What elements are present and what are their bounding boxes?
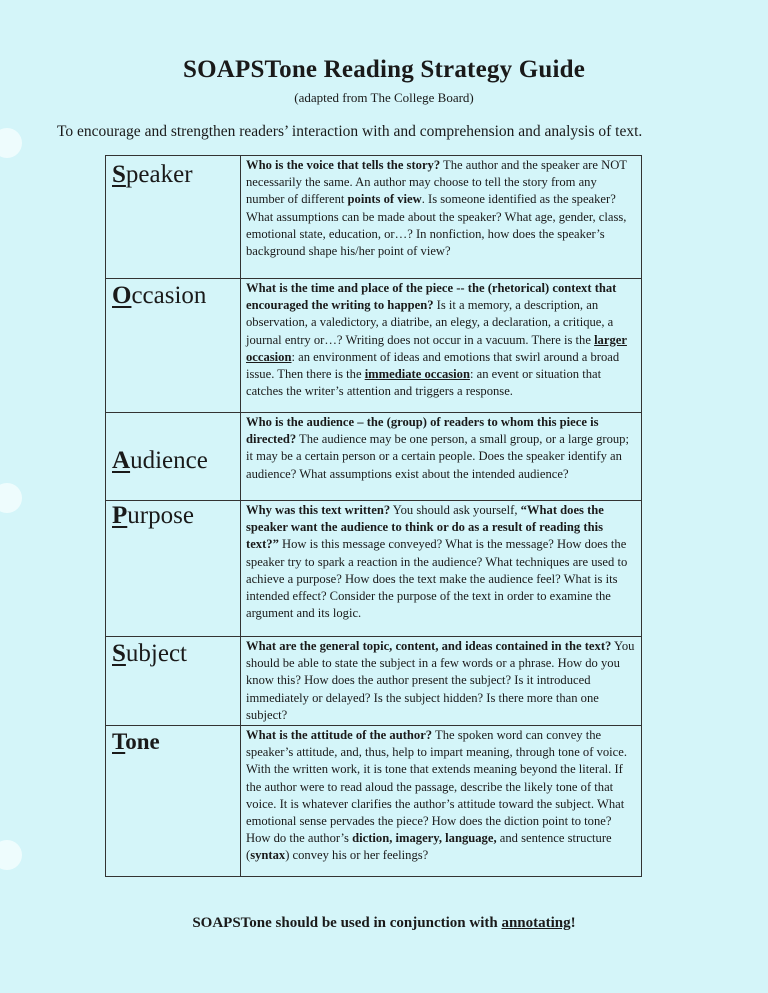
table-row <box>106 501 642 637</box>
term-cell <box>106 501 241 637</box>
footer-note: SOAPSTone should be used in conjunction with annotating! <box>192 915 576 931</box>
term-cell <box>106 413 241 501</box>
term-cell <box>106 279 241 413</box>
intro-text: To encourage and strengthen readers’ interaction with and comprehension and analysis of text. <box>57 123 643 140</box>
description-cell: What is the attitude of the author? The spoken word can convey the speaker’s attitude, and, thus, help to impart meaning, through tone of voice. With the written work, it is tone that extends meaning beyond the literal. If the author were to read aloud the passage, describe the likely tone of that voice. It is whatever clarifies the author’s attitude toward the subject. What emotional sense pervades the piece? How does the diction point to tone? How do the author’s diction, imagery, language, and sentence structure (syntax) convey his or her feelings? <box>241 726 642 877</box>
page-title: SOAPSTone Reading Strategy Guide <box>182 56 586 83</box>
page-subtitle: (adapted from The College Board) <box>294 90 474 105</box>
term-tone: Tone <box>112 729 160 755</box>
table-row <box>106 726 642 877</box>
table-row <box>106 413 642 501</box>
table-row <box>106 279 642 413</box>
description-cell: Who is the voice that tells the story? The author and the speaker are NOT necessarily the same. An author may choose to tell the story from any number of different points of view. Is someone identified as the speaker? What assumptions can be made about the speaker? What age, gender, class, emotional state, education, or…? In nonfiction, how does the speaker’s background shape his/her point of view? <box>241 156 642 279</box>
soapstone-table <box>105 155 642 877</box>
description-cell: Who is the audience – the (group) of readers to whom this piece is directed? The audience may be one person, a small group, or a large group; it may be a certain person or a certain people. Does the speaker identify an audience? What assumptions exist about the intended audience? <box>241 413 642 501</box>
description-cell: Why was this text written? You should ask yourself, “What does the speaker want the audience to think or do as a result of reading this text?” How is this message conveyed? What is the message? How does the speaker try to spark a reaction in the audience? What techniques are used to achieve a purpose? How does the text make the audience feel? What is its intended effect? Consider the purpose of the text in order to examine the argument and its logic. <box>241 501 642 637</box>
annotating-emphasis: annotating <box>501 915 571 931</box>
punch-hole <box>0 128 22 158</box>
term-cell <box>106 637 241 726</box>
punch-hole <box>0 840 22 870</box>
punch-hole <box>0 483 22 513</box>
term-cell <box>106 726 241 877</box>
term-purpose: Purpose <box>112 502 194 529</box>
term-occasion: Occasion <box>112 282 207 309</box>
term-cell <box>106 156 241 279</box>
table-row <box>106 637 642 726</box>
description-cell: What is the time and place of the piece -- the (rhetorical) context that encouraged the writing to happen? Is it a memory, a description, an observation, a valedictory, a diatribe, an elegy, a declaration, a critique, a journal entry or…? Writing does not occur in a vacuum. There is the larger occasion: an environment of ideas and emotions that swirl around a broad issue. Then there is the immediate occasion: an event or situation that catches the writer’s attention and triggers a response. <box>241 279 642 413</box>
term-audience: Audience <box>112 447 208 474</box>
description-cell: What are the general topic, content, and ideas contained in the text? You should be able to state the subject in a few words or a phrase. How do you know this? How does the author present the subject? Is it introduced immediately or delayed? Is the subject hidden? Is there more than one subject? <box>241 637 642 726</box>
table-row <box>106 156 642 279</box>
term-speaker: Speaker <box>112 161 193 188</box>
term-subject: Subject <box>112 640 187 667</box>
